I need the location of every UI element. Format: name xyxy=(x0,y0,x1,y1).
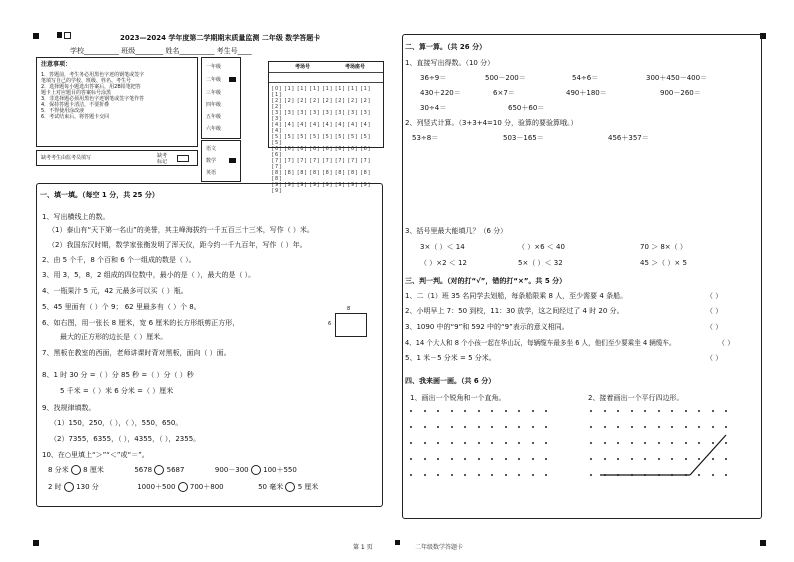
subject-box: 英语 xyxy=(206,170,217,176)
grid-dot xyxy=(451,474,453,476)
q3: 3、用 3，5，8，2 组成的四位数中，最小的是（ ），最大的是（ ）。 xyxy=(42,271,256,279)
grid-dot xyxy=(478,426,480,428)
section-1-title: 一、填一填。（每空 1 分，共 25 分） xyxy=(40,191,159,199)
registration-mark xyxy=(64,32,71,39)
grid-dot xyxy=(478,458,480,460)
fill-max: （ ）×6 ＜ 40 xyxy=(518,243,565,251)
grid-dot xyxy=(424,474,426,476)
grade-box: 六年级 xyxy=(206,126,222,132)
grade-column xyxy=(201,57,241,139)
subject-box: 数学 xyxy=(206,158,217,164)
fill-max: 70 ＞ 8×（ ） xyxy=(640,243,687,251)
grade-box: 三年级 xyxy=(206,90,222,96)
figure-width-label: 8 xyxy=(347,306,351,312)
grid-dot xyxy=(424,426,426,428)
grade-box: 二年级 xyxy=(206,77,222,83)
section-4-title: 四、我来画一画。（共 6 分） xyxy=(405,377,496,385)
grid-dot xyxy=(451,442,453,444)
sec3-q3: 3、括号里最大能填几？（6 分） xyxy=(405,227,508,235)
notice-line: 6．考试结束后，将答题卡交回 xyxy=(41,114,110,120)
registration-mark xyxy=(760,540,766,546)
grid-dot xyxy=(424,458,426,460)
fill-max: 3×（ ）＜ 14 xyxy=(420,243,465,251)
absent-box xyxy=(36,150,198,166)
dot-grid-left[interactable] xyxy=(410,410,560,490)
grid-dot xyxy=(424,442,426,444)
grid-dot xyxy=(518,474,520,476)
grid-dot xyxy=(505,474,507,476)
grid-dot xyxy=(545,410,547,412)
q5: 5、45 里面有（ ）个 9； 62 里最多有（ ）个 8。 xyxy=(42,303,201,311)
notice-line: 4．保持答题卡清洁，不要折叠 xyxy=(41,102,110,108)
judge-paren[interactable]: （ ） xyxy=(718,339,735,347)
judge-item: 3、1090 中的“9”和 592 中的“9”表示的意义相同。 xyxy=(405,323,569,331)
notice-line: 5．不得使用涂改液 xyxy=(41,108,85,114)
grid-dot xyxy=(437,426,439,428)
registration-mark xyxy=(33,540,39,546)
grid-dot xyxy=(437,474,439,476)
calc: 490＋180＝ xyxy=(566,89,607,97)
calc: 30÷4＝ xyxy=(420,104,447,112)
section-3-title: 三、判一判。（对的打“√”，错的打“×”。共 5 分） xyxy=(405,277,567,285)
grid-dot xyxy=(491,458,493,460)
compare-circle[interactable] xyxy=(154,465,164,475)
compare-left: 2 时 xyxy=(48,483,62,491)
compare-right: 130 分 xyxy=(76,483,99,491)
compare-circle[interactable] xyxy=(285,482,295,492)
q9b: （2）7355，6355，（ ），4355，（ ），2355。 xyxy=(50,435,201,443)
q1b: （2）我国东汉时期，数学家张衡发明了浑天仪，距今约一千九百年，写作（ ）年。 xyxy=(48,241,307,249)
q7: 7、黑板在教室的西面，老师讲课时背对黑板，面向（ ）面。 xyxy=(42,349,231,357)
notice-box xyxy=(36,57,198,147)
grid-dot xyxy=(545,458,547,460)
grid-dot xyxy=(491,410,493,412)
grid-dot xyxy=(437,458,439,460)
sec2-q2: 2、列竖式计算。（3+3+4=10 分，验算的要验算哦。） xyxy=(405,119,578,127)
section-2-title: 二、算一算。（共 26 分） xyxy=(405,43,487,51)
draw-q2: 2、接着画出一个平行四边形。 xyxy=(588,394,684,402)
grid-dot xyxy=(491,426,493,428)
grid-dot xyxy=(464,474,466,476)
page-title: 2023—2024 学年度第二学期期末质量监测 二年级 数学答题卡 xyxy=(120,34,321,42)
registration-mark xyxy=(395,540,400,545)
grid-dot xyxy=(518,442,520,444)
grid-dot xyxy=(410,410,412,412)
grid-dot xyxy=(532,410,534,412)
compare-left: 50 毫米 xyxy=(258,483,284,491)
compare-left: 1000＋500 xyxy=(137,483,176,491)
grid-dot xyxy=(518,458,520,460)
grid-dot xyxy=(545,426,547,428)
notice-line: 题卡上对应题目的答案标号涂黑 xyxy=(41,90,112,96)
compare-right: 5 厘米 xyxy=(297,483,319,491)
grid-dot xyxy=(491,474,493,476)
card-name: 二年级数学答题卡 xyxy=(415,544,464,551)
page-number: 第 1 页 xyxy=(353,544,373,551)
grid-dot xyxy=(451,426,453,428)
grid-dot xyxy=(464,410,466,412)
grid-dot xyxy=(410,442,412,444)
judge-paren[interactable]: （ ） xyxy=(706,323,723,331)
grid-dot xyxy=(532,458,534,460)
sec2-q1: 1、直接写出得数。（10 分） xyxy=(405,59,495,67)
grid-dot xyxy=(505,442,507,444)
grade-box: 五年级 xyxy=(206,114,222,120)
grid-dot xyxy=(505,426,507,428)
registration-mark xyxy=(57,32,62,38)
figure-height-label: 6 xyxy=(328,321,332,327)
q10: 10、在○里填上“＞”“＜”或“＝”。 xyxy=(42,451,149,459)
vertical-calc: 53÷8＝ xyxy=(412,134,439,142)
calc: 300＋450－400＝ xyxy=(646,74,708,82)
vertical-calc: 456＋357＝ xyxy=(608,134,649,142)
grid-dot xyxy=(532,442,534,444)
q2: 2、由 5 个千，8 个百和 6 个一组成的数是（ ）。 xyxy=(42,256,196,264)
notice-line: 笔填写自己的学校、班级、姓名、考生号 xyxy=(41,78,132,84)
q9a: （1）150，250，（ ），（ ），550，650。 xyxy=(50,419,183,427)
compare-right: 8 厘米 xyxy=(83,466,104,474)
fill-max: （ ）×2 ＜ 12 xyxy=(420,259,467,267)
subject-box: 语文 xyxy=(206,146,217,152)
notice-line: 1．答题前，考生务必用黑色字迹的钢笔或签字 xyxy=(41,72,145,78)
grid-dot xyxy=(478,442,480,444)
grade-box: 一年级 xyxy=(206,64,222,70)
grid-dot xyxy=(451,458,453,460)
compare-row-1 xyxy=(48,465,378,475)
grid-dot xyxy=(505,410,507,412)
q6a: 6、如右图，用一张长 8 厘米，宽 6 厘米的长方形纸剪正方形， xyxy=(42,319,240,327)
compare-circle[interactable] xyxy=(251,465,261,475)
grid-dot xyxy=(410,426,412,428)
exam-number-grid xyxy=(268,61,384,194)
vertical-calc: 503－165＝ xyxy=(503,134,544,142)
q8b: 5 千米 =（ ）米 6 分米 =（ ）厘米 xyxy=(60,387,174,395)
draw-q1: 1、画出一个锐角和一个直角。 xyxy=(410,394,506,402)
grid-dot xyxy=(478,474,480,476)
q8a: 8、1 时 30 分 =（ ）分 85 秒 =（ ）分（ ）秒 xyxy=(42,371,194,379)
judge-paren[interactable]: （ ） xyxy=(706,354,723,362)
q6b: 最大的正方形的边长是（ ）厘米。 xyxy=(60,333,168,341)
grid-dot xyxy=(518,410,520,412)
compare-right: 700＋800 xyxy=(189,483,224,491)
grade-mark xyxy=(229,77,236,82)
grid-header-line xyxy=(269,72,383,73)
grid-dot xyxy=(532,426,534,428)
grid-dot xyxy=(545,474,547,476)
digit-column: [0] [1] [1] [1] [1] [1] [1] [1] [1] [2] [2] [2] [2] [2] [2] [2] [2] [2] [3] [3] [3] [3] [3] [3] [3] [3] [3] [4] [4] [4] [4] [4] [4] [4] [4] [4] [5] [5] [5] [5] [5] [5] [5] [5] [5] [6] [6] [6] [6] [6] [6] [6] [6] [6] [7] [7] [7] [7] [7] [7] [7] [7] [7] [8] [8] [8] [8] [8] [8] [8] [8] [8] [9] [9] [9] [9] [9] [9] [9] [9] [9] xyxy=(272,86,371,194)
grid-dot xyxy=(437,442,439,444)
grid-dot xyxy=(410,458,412,460)
absent-mark-label: 缺考 标记 xyxy=(157,153,168,165)
notice-line: 3．非选择题必须用黑色字迹钢笔或签字笔作答 xyxy=(41,96,145,102)
grid-dot xyxy=(478,410,480,412)
fill-max: 45 ＞（ ）× 5 xyxy=(640,259,687,267)
grid-row-line xyxy=(269,82,383,83)
student-info-fields: 学校__________ 班级________ 姓名__________ 考生号____ xyxy=(70,47,252,55)
compare-circle[interactable] xyxy=(71,465,81,475)
grid-dot xyxy=(464,442,466,444)
q1a: （1）泰山有“天下第一名山”的美誉，其主峰海拔约一千五百三十三米，写作（ ）米。 xyxy=(48,226,314,234)
grid-dot xyxy=(437,410,439,412)
grid-dot xyxy=(532,474,534,476)
judge-paren[interactable]: （ ） xyxy=(706,307,723,315)
subject-mark xyxy=(229,158,236,163)
calc: 36÷9＝ xyxy=(420,74,447,82)
rectangle-figure xyxy=(335,313,367,337)
grid-dot xyxy=(505,458,507,460)
calc: 900－260＝ xyxy=(660,89,701,97)
grid-dot xyxy=(410,474,412,476)
grid-dot xyxy=(464,426,466,428)
grid-dot xyxy=(464,458,466,460)
notice-title: 注意事项： xyxy=(41,61,72,68)
q4: 4、一瓶果汁 5 元，42 元最多可以买（ ）瓶。 xyxy=(42,287,188,295)
compare-circle[interactable] xyxy=(178,482,188,492)
absent-mark-checkbox[interactable] xyxy=(177,155,189,162)
grid-dot xyxy=(424,410,426,412)
parallelogram-start-lines xyxy=(590,410,740,490)
compare-left: 8 分米 xyxy=(48,466,69,474)
q1: 1、写出横线上的数。 xyxy=(42,213,110,221)
compare-circle[interactable] xyxy=(64,482,74,492)
calc: 430＋220＝ xyxy=(420,89,461,97)
q9: 9、找规律填数。 xyxy=(42,404,96,412)
notice-line: 2．选择题每小题选出答案后，用2B铅笔把答 xyxy=(41,84,141,90)
compare-left: 900－300 xyxy=(214,466,249,474)
compare-row-2 xyxy=(48,482,378,492)
registration-mark xyxy=(33,33,39,39)
compare-right: 5687 xyxy=(166,466,185,474)
grade-box: 四年级 xyxy=(206,102,222,108)
grid-dot xyxy=(491,442,493,444)
grid-dot xyxy=(451,410,453,412)
grid-dot xyxy=(518,426,520,428)
calc: 6×7＝ xyxy=(493,89,515,97)
fill-max: 5×（ ）＜ 32 xyxy=(518,259,563,267)
compare-left: 5678 xyxy=(134,466,153,474)
judge-item: 2、小明早上 7：50 到校，11：30 放学，这之间经过了 4 时 20 分。 xyxy=(405,307,624,315)
subject-column xyxy=(201,140,241,182)
compare-right: 100＋550 xyxy=(263,466,297,474)
grid-dot xyxy=(545,442,547,444)
exam-seat-header: 考场座号 xyxy=(345,64,366,70)
judge-paren[interactable]: （ ） xyxy=(706,292,723,300)
judge-item: 4、14 个大人和 8 个小孩一起在华山玩，每辆缆车最多坐 6 人，他们至少要乘坐 4 辆缆车。 xyxy=(405,339,676,347)
calc: 500－200＝ xyxy=(485,74,526,82)
exam-room-header: 考场号 xyxy=(295,64,311,70)
judge-item: 1、二（1）班 35 名同学去划船，每条船限乘 8 人，至少需要 4 条船。 xyxy=(405,292,628,300)
judge-item: 5、1 米－5 分米 = 5 分米。 xyxy=(405,354,496,362)
calc: 54÷6＝ xyxy=(572,74,599,82)
absent-label: 缺考考生由监考员填写 xyxy=(41,155,92,161)
calc: 650＋60＝ xyxy=(508,104,545,112)
